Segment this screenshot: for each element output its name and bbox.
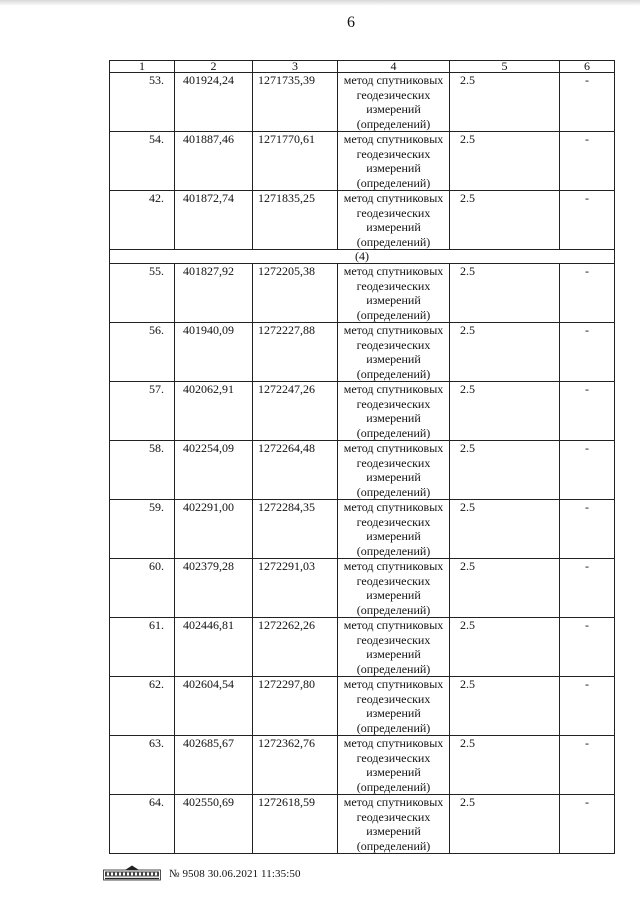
method-line: (определений) <box>356 543 431 558</box>
point-number: 55. <box>110 264 175 323</box>
method-line: измерений <box>366 765 421 779</box>
table-row <box>110 323 615 382</box>
point-number: 63. <box>110 736 175 795</box>
method-line: геодезических <box>356 573 431 588</box>
section-label: (4) <box>110 250 615 264</box>
method-cell <box>338 382 450 441</box>
accuracy-value: 2.5 <box>460 382 475 396</box>
method-line: метод спутниковых <box>343 559 444 573</box>
method-line: геодезических <box>356 278 431 293</box>
method-cell <box>338 618 450 677</box>
note-value: - <box>560 677 615 736</box>
table-header-row <box>110 61 615 73</box>
method-line: измерений <box>366 529 421 543</box>
column-header: 5 <box>450 61 560 73</box>
table-row <box>110 264 615 323</box>
coordinate-x: 402550,69 <box>175 795 253 854</box>
coordinate-y: 1272618,59 <box>253 795 338 854</box>
accuracy-value: 2.5 <box>460 559 475 573</box>
table-row <box>110 500 615 559</box>
method-line: метод спутниковых <box>343 500 444 514</box>
method-cell <box>338 736 450 795</box>
method-line: (определений) <box>356 175 431 190</box>
method-line: метод спутниковых <box>343 677 444 691</box>
coordinate-x: 401827,92 <box>175 264 253 323</box>
method-cell <box>338 132 450 191</box>
method-line: (определений) <box>356 425 431 440</box>
method-line: (определений) <box>356 602 431 617</box>
point-number: 53. <box>110 73 175 132</box>
coordinate-x: 401924,24 <box>175 73 253 132</box>
method-cell <box>338 323 450 382</box>
note-value: - <box>560 736 615 795</box>
note-value: - <box>560 264 615 323</box>
method-cell <box>338 559 450 618</box>
accuracy-value: 2.5 <box>460 132 475 146</box>
column-header: 3 <box>253 61 338 73</box>
accuracy-cell <box>450 73 560 132</box>
table-body-before <box>110 73 615 250</box>
method-cell <box>338 441 450 500</box>
table-row <box>110 382 615 441</box>
point-number: 62. <box>110 677 175 736</box>
method-line: геодезических <box>356 205 431 220</box>
point-number: 61. <box>110 618 175 677</box>
coordinate-y: 1272291,03 <box>253 559 338 618</box>
accuracy-cell <box>450 795 560 854</box>
method-line: метод спутниковых <box>343 441 444 455</box>
coordinate-y: 1271735,39 <box>253 73 338 132</box>
table-row <box>110 795 615 854</box>
method-cell <box>338 264 450 323</box>
accuracy-cell <box>450 323 560 382</box>
method-line: измерений <box>366 588 421 602</box>
method-line: измерений <box>366 411 421 425</box>
accuracy-value: 2.5 <box>460 795 475 809</box>
accuracy-cell <box>450 500 560 559</box>
coordinate-x: 402446,81 <box>175 618 253 677</box>
column-header: 4 <box>338 61 450 73</box>
accuracy-cell <box>450 559 560 618</box>
column-header: 1 <box>110 61 175 73</box>
table-body-after <box>110 264 615 854</box>
method-cell <box>338 500 450 559</box>
method-line: геодезических <box>356 455 431 470</box>
note-value: - <box>560 191 615 250</box>
accuracy-value: 2.5 <box>460 441 475 455</box>
accuracy-cell <box>450 264 560 323</box>
method-line: метод спутниковых <box>343 132 444 146</box>
method-line: (определений) <box>356 720 431 735</box>
method-line: (определений) <box>356 484 431 499</box>
method-cell <box>338 677 450 736</box>
table-row <box>110 132 615 191</box>
accuracy-value: 2.5 <box>460 736 475 750</box>
coordinate-x: 402291,00 <box>175 500 253 559</box>
method-line: геодезических <box>356 146 431 161</box>
point-number: 42. <box>110 191 175 250</box>
note-value: - <box>560 795 615 854</box>
accuracy-value: 2.5 <box>460 677 475 691</box>
method-line: измерений <box>366 470 421 484</box>
method-line: метод спутниковых <box>343 795 444 809</box>
note-value: - <box>560 382 615 441</box>
table-row <box>110 618 615 677</box>
method-line: (определений) <box>356 779 431 794</box>
note-value: - <box>560 73 615 132</box>
column-header: 2 <box>175 61 253 73</box>
method-line: измерений <box>366 706 421 720</box>
coordinate-x: 402379,28 <box>175 559 253 618</box>
coordinate-y: 1272284,35 <box>253 500 338 559</box>
note-value: - <box>560 323 615 382</box>
scan-edge <box>0 0 640 6</box>
method-line: (определений) <box>356 838 431 853</box>
method-cell <box>338 73 450 132</box>
method-line: измерений <box>366 220 421 234</box>
coordinate-x: 402685,67 <box>175 736 253 795</box>
accuracy-value: 2.5 <box>460 500 475 514</box>
method-line: метод спутниковых <box>343 736 444 750</box>
method-line: геодезических <box>356 809 431 824</box>
method-line: геодезических <box>356 632 431 647</box>
coordinate-x: 401887,46 <box>175 132 253 191</box>
method-line: измерений <box>366 824 421 838</box>
table-row <box>110 559 615 618</box>
coordinate-y: 1272227,88 <box>253 323 338 382</box>
coordinate-y: 1272297,80 <box>253 677 338 736</box>
accuracy-cell <box>450 736 560 795</box>
coordinate-y: 1272247,26 <box>253 382 338 441</box>
accuracy-cell <box>450 618 560 677</box>
method-line: (определений) <box>356 661 431 676</box>
accuracy-value: 2.5 <box>460 73 475 87</box>
method-line: измерений <box>366 352 421 366</box>
method-cell <box>338 191 450 250</box>
accuracy-value: 2.5 <box>460 191 475 205</box>
point-number: 54. <box>110 132 175 191</box>
accuracy-value: 2.5 <box>460 323 475 337</box>
government-building-stamp-icon <box>103 864 161 884</box>
point-number: 58. <box>110 441 175 500</box>
method-line: геодезических <box>356 337 431 352</box>
method-line: геодезических <box>356 87 431 102</box>
method-line: метод спутниковых <box>343 73 444 87</box>
point-number: 64. <box>110 795 175 854</box>
note-value: - <box>560 500 615 559</box>
table-row <box>110 677 615 736</box>
coordinate-x: 401940,09 <box>175 323 253 382</box>
method-line: (определений) <box>356 366 431 381</box>
method-line: измерений <box>366 161 421 175</box>
coordinate-y: 1271770,61 <box>253 132 338 191</box>
table-row <box>110 736 615 795</box>
point-number: 59. <box>110 500 175 559</box>
accuracy-value: 2.5 <box>460 618 475 632</box>
method-line: метод спутниковых <box>343 191 444 205</box>
note-value: - <box>560 618 615 677</box>
accuracy-cell <box>450 132 560 191</box>
method-line: (определений) <box>356 307 431 322</box>
note-value: - <box>560 559 615 618</box>
note-value: - <box>560 441 615 500</box>
method-line: метод спутниковых <box>343 618 444 632</box>
method-line: геодезических <box>356 396 431 411</box>
coordinate-y: 1272362,76 <box>253 736 338 795</box>
method-line: метод спутниковых <box>343 264 444 278</box>
method-line: геодезических <box>356 750 431 765</box>
method-line: метод спутниковых <box>343 323 444 337</box>
point-number: 57. <box>110 382 175 441</box>
coordinate-x: 402254,09 <box>175 441 253 500</box>
page-number: 6 <box>347 14 355 31</box>
coordinate-y: 1272205,38 <box>253 264 338 323</box>
section-row <box>110 250 615 264</box>
method-line: измерений <box>366 102 421 116</box>
coordinate-y: 1272262,26 <box>253 618 338 677</box>
document-registration-stamp: № 9508 30.06.2021 11:35:50 <box>169 868 301 880</box>
coordinate-y: 1271835,25 <box>253 191 338 250</box>
method-line: метод спутниковых <box>343 382 444 396</box>
method-line: измерений <box>366 647 421 661</box>
coordinate-x: 402062,91 <box>175 382 253 441</box>
accuracy-cell <box>450 191 560 250</box>
table-row <box>110 73 615 132</box>
method-line: геодезических <box>356 514 431 529</box>
point-number: 60. <box>110 559 175 618</box>
method-cell <box>338 795 450 854</box>
coordinate-x: 401872,74 <box>175 191 253 250</box>
column-header: 6 <box>560 61 615 73</box>
coordinate-x: 402604,54 <box>175 677 253 736</box>
coordinate-y: 1272264,48 <box>253 441 338 500</box>
method-line: измерений <box>366 293 421 307</box>
coordinates-table <box>109 60 615 854</box>
accuracy-cell <box>450 677 560 736</box>
method-line: геодезических <box>356 691 431 706</box>
accuracy-value: 2.5 <box>460 264 475 278</box>
accuracy-cell <box>450 382 560 441</box>
table-row <box>110 191 615 250</box>
point-number: 56. <box>110 323 175 382</box>
table-row <box>110 441 615 500</box>
footer <box>103 864 301 884</box>
note-value: - <box>560 132 615 191</box>
method-line: (определений) <box>356 116 431 131</box>
method-line: (определений) <box>356 234 431 249</box>
accuracy-cell <box>450 441 560 500</box>
